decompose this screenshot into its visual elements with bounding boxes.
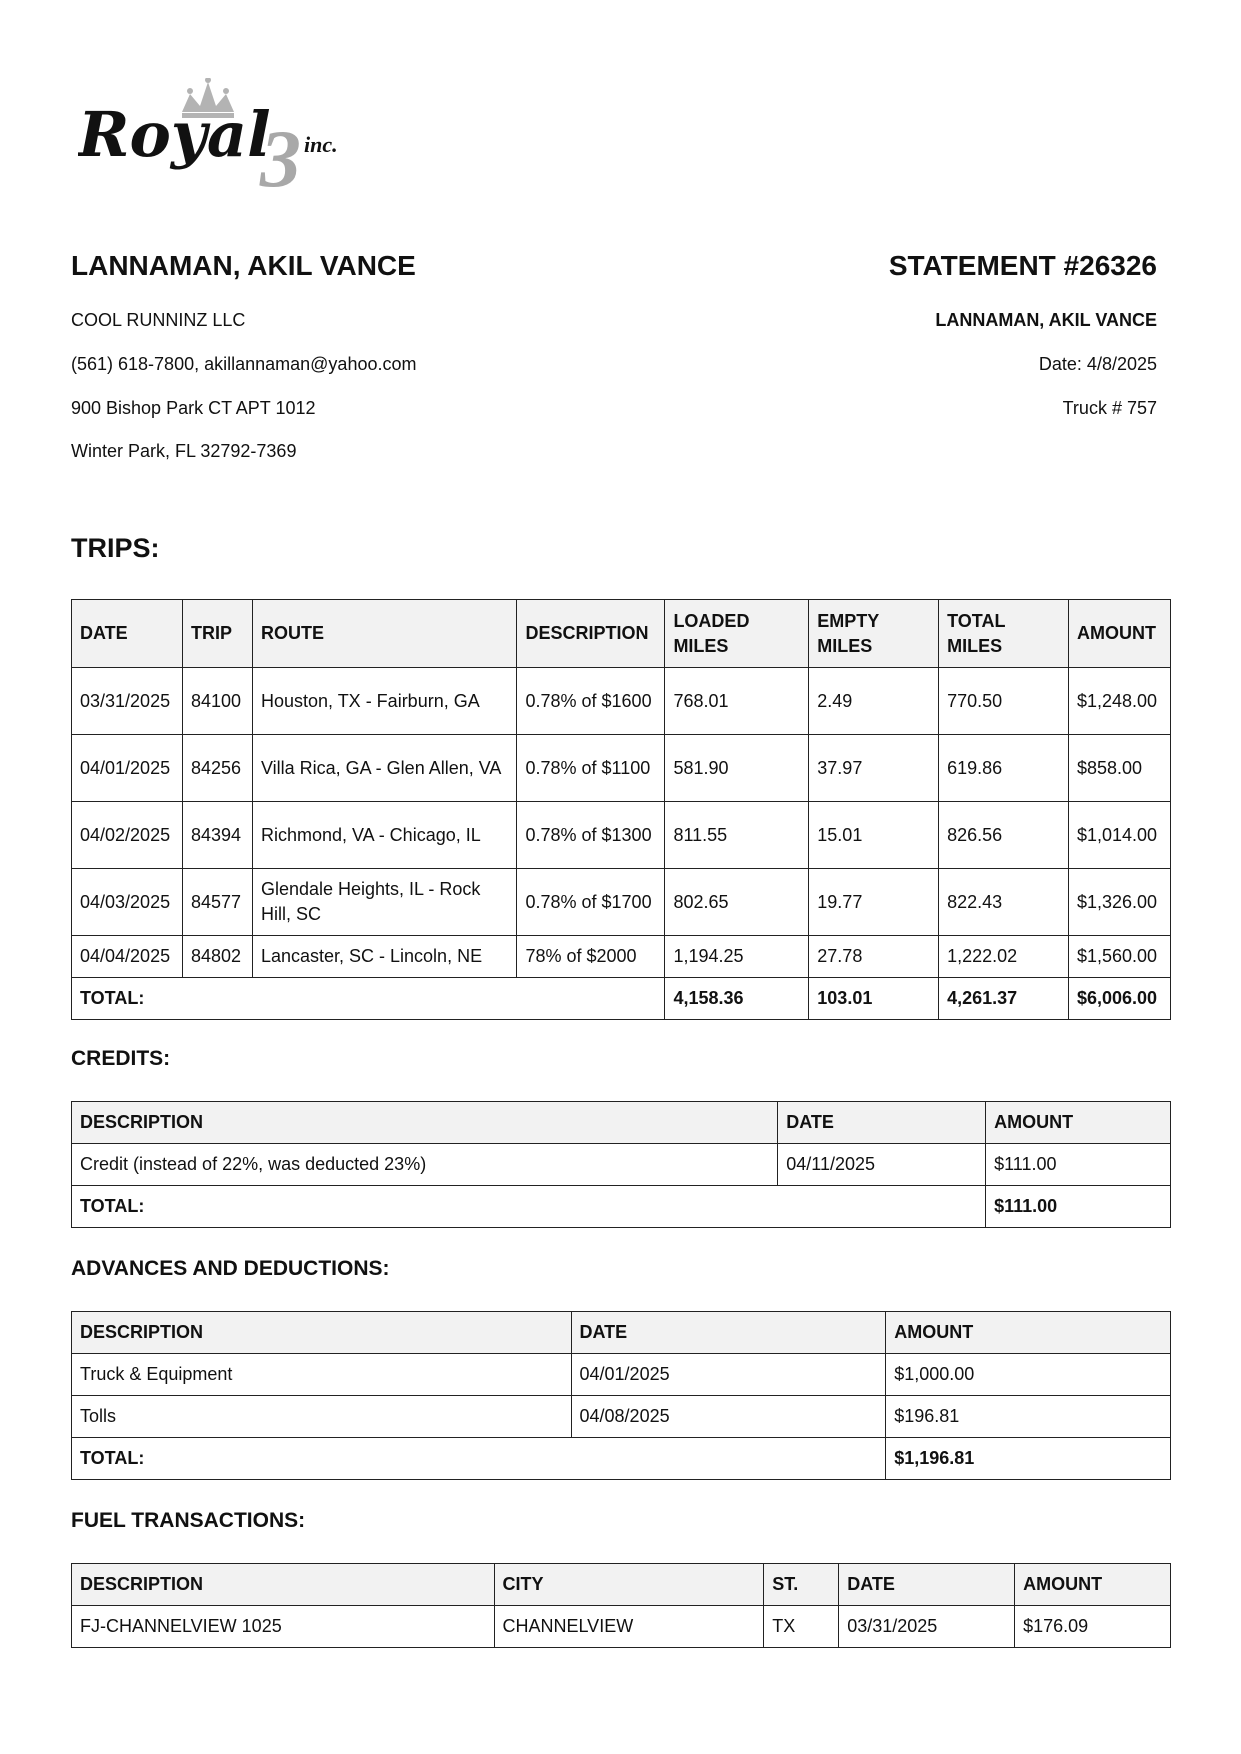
address-line-2: Winter Park, FL 32792-7369	[71, 441, 297, 461]
trips-header-row	[72, 600, 1171, 668]
cell-state: TX	[764, 1606, 839, 1648]
credits-header-row	[72, 1102, 1171, 1144]
col-date: DATE	[571, 1312, 886, 1354]
cell-amount: $1,326.00	[1068, 869, 1170, 936]
cell-amount: $1,560.00	[1068, 936, 1170, 978]
credits-table	[71, 1101, 1171, 1228]
cell-amount: $1,000.00	[886, 1354, 1171, 1396]
cell-loaded-miles: 802.65	[665, 869, 809, 936]
cell-route: Villa Rica, GA - Glen Allen, VA	[252, 735, 517, 802]
address-line-1: 900 Bishop Park CT APT 1012	[71, 398, 316, 418]
cell-empty-miles: 37.97	[809, 735, 939, 802]
cell-city: CHANNELVIEW	[494, 1606, 764, 1648]
credits-heading: CREDITS:	[71, 1047, 171, 1070]
cell-empty-miles: 27.78	[809, 936, 939, 978]
cell-description: FJ-CHANNELVIEW 1025	[72, 1606, 495, 1648]
cell-empty-miles: 15.01	[809, 802, 939, 869]
cell-date: 04/02/2025	[72, 802, 183, 869]
cell-description: 78% of $2000	[517, 936, 665, 978]
cell-empty-miles: 19.77	[809, 869, 939, 936]
table-row	[72, 1606, 1171, 1648]
total-label: TOTAL:	[72, 978, 665, 1020]
statement-driver-name: LANNAMAN, AKIL VANCE	[935, 310, 1157, 330]
table-row	[72, 668, 1171, 735]
col-date: DATE	[778, 1102, 986, 1144]
logo-suffix: inc.	[304, 132, 338, 157]
cell-total-miles: 822.43	[939, 869, 1069, 936]
total-miles: 4,261.37	[939, 978, 1069, 1020]
cell-amount: $1,014.00	[1068, 802, 1170, 869]
cell-route: Glendale Heights, IL - Rock Hill, SC	[252, 869, 517, 936]
total-label: TOTAL:	[72, 1438, 886, 1480]
cell-trip: 84394	[182, 802, 252, 869]
cell-description: Credit (instead of 22%, was deducted 23%)	[72, 1144, 778, 1186]
cell-description: 0.78% of $1600	[517, 668, 665, 735]
col-amount: AMOUNT	[886, 1312, 1171, 1354]
cell-description: 0.78% of $1700	[517, 869, 665, 936]
total-amount: $111.00	[986, 1186, 1171, 1228]
col-description: DESCRIPTION	[72, 1102, 778, 1144]
cell-description: 0.78% of $1300	[517, 802, 665, 869]
advances-total-row	[72, 1438, 1171, 1480]
cell-date: 03/31/2025	[839, 1606, 1015, 1648]
cell-amount: $176.09	[1015, 1606, 1171, 1648]
cell-route: Houston, TX - Fairburn, GA	[252, 668, 517, 735]
fuel-heading: FUEL TRANSACTIONS:	[71, 1509, 306, 1532]
advances-header-row	[72, 1312, 1171, 1354]
cell-amount: $858.00	[1068, 735, 1170, 802]
table-row	[72, 1396, 1171, 1438]
col-description: DESCRIPTION	[72, 1312, 572, 1354]
col-date: DATE	[72, 600, 183, 668]
statement-date: Date: 4/8/2025	[1038, 354, 1157, 374]
advances-heading: ADVANCES AND DEDUCTIONS:	[71, 1257, 390, 1280]
total-amount: $1,196.81	[886, 1438, 1171, 1480]
cell-trip: 84802	[182, 936, 252, 978]
cell-date: 04/01/2025	[571, 1354, 886, 1396]
company-name: COOL RUNNINZ LLC	[71, 310, 246, 330]
cell-description: Tolls	[72, 1396, 572, 1438]
cell-loaded-miles: 811.55	[665, 802, 809, 869]
contact-info: (561) 618-7800, akillannaman@yahoo.com	[71, 354, 417, 374]
col-total-miles: TOTAL MILES	[939, 600, 1069, 668]
col-loaded-miles: LOADED MILES	[665, 600, 809, 668]
cell-description: Truck & Equipment	[72, 1354, 572, 1396]
advances-table	[71, 1311, 1171, 1480]
cell-route: Lancaster, SC - Lincoln, NE	[252, 936, 517, 978]
cell-date: 04/11/2025	[778, 1144, 986, 1186]
cell-amount: $1,248.00	[1068, 668, 1170, 735]
fuel-table	[71, 1563, 1171, 1648]
col-city: CITY	[494, 1564, 764, 1606]
table-row	[72, 802, 1171, 869]
cell-loaded-miles: 768.01	[665, 668, 809, 735]
cell-trip: 84577	[182, 869, 252, 936]
total-loaded-miles: 4,158.36	[665, 978, 809, 1020]
truck-number: Truck # 757	[1062, 398, 1157, 418]
col-state: ST.	[764, 1564, 839, 1606]
trips-table	[71, 599, 1171, 1020]
col-description: DESCRIPTION	[72, 1564, 495, 1606]
table-row	[72, 1354, 1171, 1396]
cell-total-miles: 1,222.02	[939, 936, 1069, 978]
total-empty-miles: 103.01	[809, 978, 939, 1020]
col-empty-miles: EMPTY MILES	[809, 600, 939, 668]
cell-loaded-miles: 581.90	[665, 735, 809, 802]
cell-description: 0.78% of $1100	[517, 735, 665, 802]
cell-route: Richmond, VA - Chicago, IL	[252, 802, 517, 869]
trips-heading: TRIPS:	[71, 533, 160, 563]
cell-trip: 84100	[182, 668, 252, 735]
cell-empty-miles: 2.49	[809, 668, 939, 735]
logo-digit: 3	[260, 113, 301, 196]
cell-total-miles: 826.56	[939, 802, 1069, 869]
cell-amount: $196.81	[886, 1396, 1171, 1438]
table-row	[72, 869, 1171, 936]
table-row	[72, 735, 1171, 802]
col-trip: TRIP	[182, 600, 252, 668]
total-label: TOTAL:	[72, 1186, 986, 1228]
col-amount: AMOUNT	[986, 1102, 1171, 1144]
driver-name: LANNAMAN, AKIL VANCE	[71, 250, 416, 281]
cell-date: 04/04/2025	[72, 936, 183, 978]
col-date: DATE	[839, 1564, 1015, 1606]
table-row	[72, 936, 1171, 978]
statement-title: STATEMENT #26326	[888, 250, 1157, 281]
logo-wordmark: Royal	[78, 98, 271, 171]
cell-total-miles: 619.86	[939, 735, 1069, 802]
cell-amount: $111.00	[986, 1144, 1171, 1186]
cell-date: 04/01/2025	[72, 735, 183, 802]
royal-3-logo	[78, 78, 388, 196]
col-route: ROUTE	[252, 600, 517, 668]
credits-total-row	[72, 1186, 1171, 1228]
total-amount: $6,006.00	[1068, 978, 1170, 1020]
cell-date: 03/31/2025	[72, 668, 183, 735]
cell-trip: 84256	[182, 735, 252, 802]
table-row	[72, 1144, 1171, 1186]
col-amount: AMOUNT	[1068, 600, 1170, 668]
cell-date: 04/08/2025	[571, 1396, 886, 1438]
trips-total-row	[72, 978, 1171, 1020]
cell-loaded-miles: 1,194.25	[665, 936, 809, 978]
col-amount: AMOUNT	[1015, 1564, 1171, 1606]
fuel-header-row	[72, 1564, 1171, 1606]
col-description: DESCRIPTION	[517, 600, 665, 668]
cell-date: 04/03/2025	[72, 869, 183, 936]
cell-total-miles: 770.50	[939, 668, 1069, 735]
